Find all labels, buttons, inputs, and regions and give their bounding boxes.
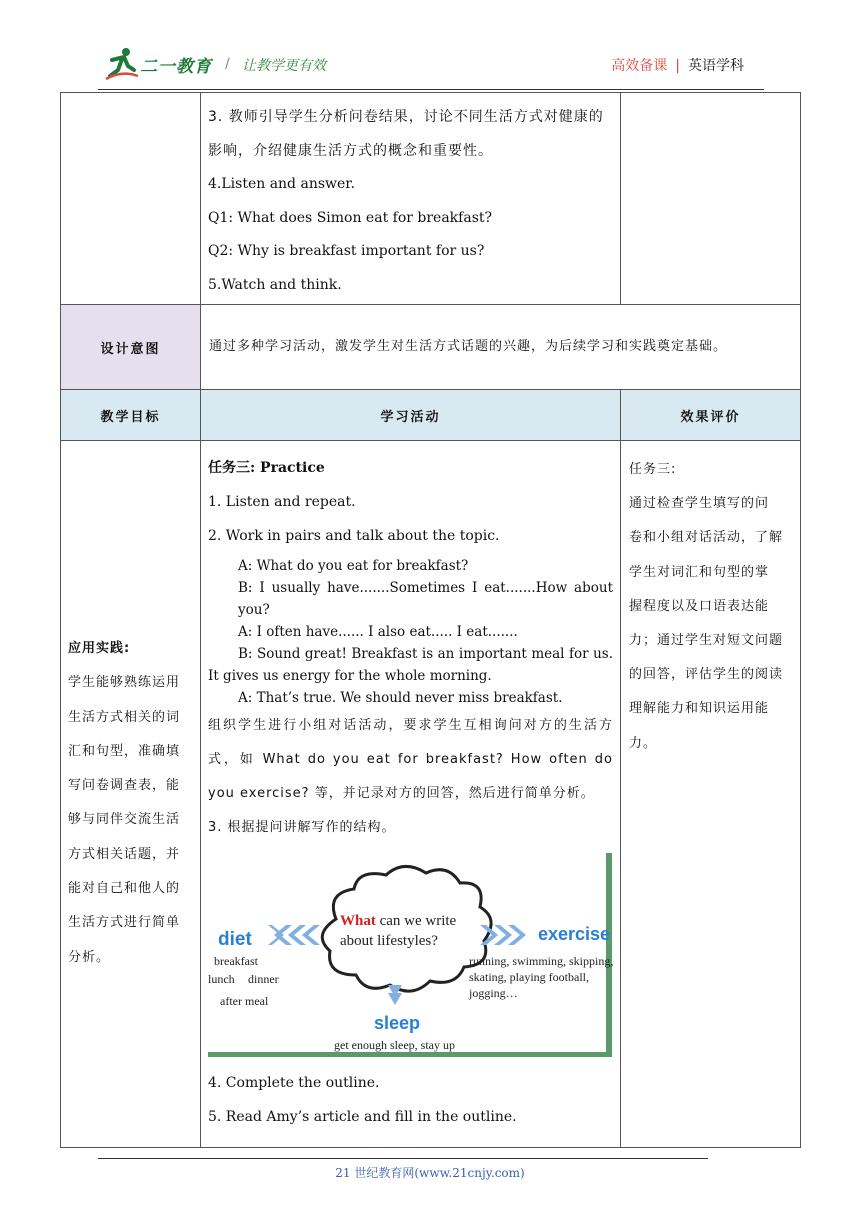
diet-item: breakfast: [214, 954, 258, 968]
objective-line: 生活方式进行简单: [68, 915, 181, 931]
step-2: 2. Work in pairs and talk about the topic.: [208, 528, 500, 544]
design-intent-cell: [201, 305, 801, 390]
table-row: [61, 441, 801, 1148]
objective-cell: [61, 441, 201, 1148]
header-objective: 教学目标: [61, 390, 201, 441]
header-rule: [98, 89, 764, 90]
dialog-line: B: Sound great! Breakfast is an important meal for us. It gives us energy for the whole morning.: [208, 646, 613, 684]
evaluation-line: 的回答，评估学生的阅读: [629, 667, 784, 683]
table-row: [61, 93, 801, 305]
cloud-question: [340, 913, 457, 929]
diet-item: dinner: [248, 972, 279, 986]
step-1: 1. Listen and repeat.: [208, 494, 356, 510]
evaluation-line: 握程度以及口语表达能: [629, 598, 770, 614]
cloud-line-2: about lifestyles?: [340, 933, 438, 949]
activity-line: Q2: Why is breakfast important for us?: [208, 243, 485, 260]
header-activity: 学习活动: [201, 390, 621, 441]
practice-activity-cell: [201, 441, 621, 1148]
objective-line: 汇和句型，准确填: [68, 743, 181, 759]
evaluation-line: 力；通过学生对短文问题: [629, 633, 784, 649]
footer-link[interactable]: 21 世纪教育网(www.21cnjy.com): [335, 1166, 525, 1180]
exercise-item: jogging…: [469, 986, 518, 1000]
empty-evaluation-cell: [621, 93, 801, 305]
evaluation-line: 卷和小组对话活动，了解: [629, 530, 784, 546]
diet-item: after meal: [220, 994, 269, 1008]
page-header: [0, 0, 860, 92]
sleep-item: get enough sleep, stay up: [334, 1038, 455, 1052]
empty-objective-cell: [61, 93, 201, 305]
header-subject: 英语学科: [688, 58, 744, 74]
header-evaluation: 效果评价: [621, 390, 801, 441]
objective-line: 够与同伴交流生活: [68, 812, 181, 828]
step-4: 4. Complete the outline.: [208, 1075, 380, 1091]
lesson-plan-table: [60, 92, 801, 1148]
evaluation-line: 任务三:: [629, 462, 677, 477]
activity-paragraph: 组织学生进行小组对话活动，要求学生互相询问对方的生活方式，如 What do you eat for breakfast? How often do you exercise? 等，并记录对方的回答，然后进行简单分析。: [208, 718, 613, 801]
header-separator: |: [675, 58, 680, 74]
exercise-item: running, swimming, skipping,: [469, 954, 613, 968]
dialog-line: A: I often have...... I also eat..... I eat.......: [238, 624, 518, 640]
objective-line: 方式相关话题，并: [68, 846, 181, 862]
activity-line: 3. 教师引导学生分析问卷结果，讨论不同生活方式对健康的: [208, 109, 604, 125]
pair-dialog: [208, 555, 613, 709]
dialog-line: A: What do you eat for breakfast?: [238, 558, 469, 574]
brand-name: 二一教育: [140, 57, 212, 77]
runner-logo-icon: [104, 46, 140, 82]
design-intent-label: 设计意图: [61, 305, 201, 390]
evaluation-line: 学生对词汇和句型的掌: [629, 564, 770, 580]
objective-line: 分析。: [68, 949, 111, 965]
cloud-rest: can we write: [375, 913, 457, 929]
dialog-line: B: I usually have.......Sometimes I eat.......How about you?: [238, 580, 613, 618]
header-right: [611, 55, 744, 75]
footer-rule: [98, 1158, 708, 1159]
diet-label: diet: [218, 929, 252, 950]
exercise-label: exercise: [538, 924, 611, 944]
objective-line: 学生能够熟练运用: [68, 675, 181, 691]
activity-line: 5.Watch and think.: [208, 276, 342, 293]
evaluation-line: 通过检查学生填写的问: [629, 496, 770, 512]
evaluation-line: 理解能力和知识运用能: [629, 701, 770, 717]
table-row: [61, 305, 801, 390]
activity-line: 影响，介绍健康生活方式的概念和重要性。: [208, 142, 493, 159]
evaluation-line: 力。: [629, 735, 658, 751]
cloud-what: What: [340, 913, 376, 929]
objective-line: 生活方式相关的词: [68, 709, 181, 725]
activity-line: 4.Listen and answer.: [208, 176, 355, 193]
task-title: 任务三: Practice: [208, 460, 325, 476]
mindmap-svg: [208, 853, 613, 1058]
objective-line: 能对自己和他人的: [68, 881, 181, 897]
objective-line: 写问卷调查表，能: [68, 778, 181, 794]
mindmap-frame-edge: [208, 1052, 612, 1057]
table-header-row: [61, 390, 801, 441]
exercise-item: skating, playing football,: [469, 970, 589, 984]
objective-title: 应用实践:: [68, 641, 131, 656]
evaluation-cell: [621, 441, 801, 1148]
step-5: 5. Read Amy’s article and fill in the outline.: [208, 1109, 517, 1125]
step-3: 3. 根据提问讲解写作的结构。: [208, 820, 396, 835]
brand-logo: [104, 46, 214, 82]
activity-cell: [201, 93, 621, 305]
sleep-label: sleep: [374, 1013, 421, 1033]
dialog-line: A: That’s true. We should never miss breakfast.: [238, 690, 563, 706]
header-slash: /: [225, 56, 230, 72]
diet-item: lunch: [208, 972, 235, 986]
activity-line: Q1: What does Simon eat for breakfast?: [208, 209, 493, 226]
header-accent: 高效备课: [611, 58, 668, 74]
design-intent-text: 通过多种学习活动，激发学生对生活方式话题的兴趣，为后续学习和实践奠定基础。: [209, 339, 728, 354]
lifestyle-mindmap: [208, 853, 613, 1058]
header-slogan: 让教学更有效: [242, 58, 326, 74]
